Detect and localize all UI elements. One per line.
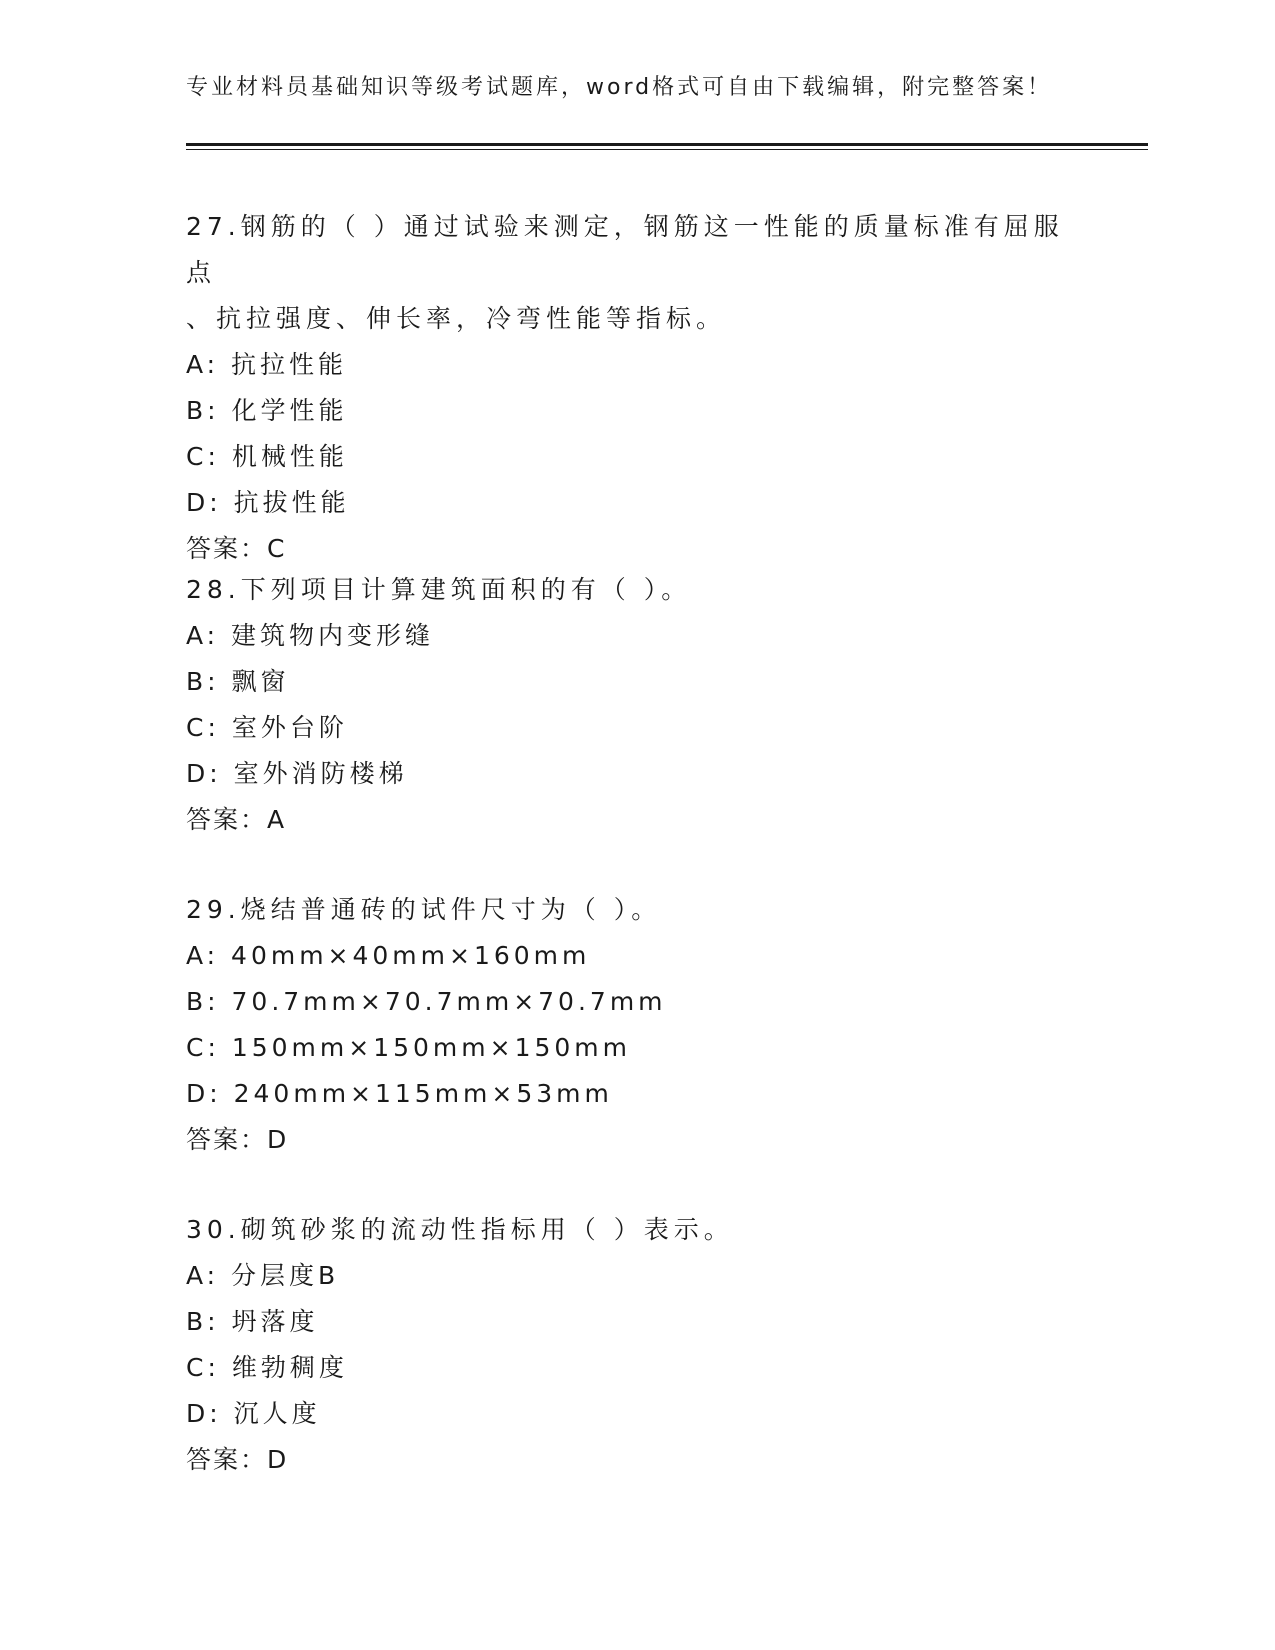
option-d: D: 室外消防楼梯 — [186, 759, 408, 788]
answer: 答案：D — [186, 1445, 289, 1474]
option-a: A: 分层度B — [186, 1261, 340, 1290]
question-29 — [186, 887, 1086, 1163]
header-divider-thick — [186, 143, 1148, 146]
option-c: C: 维勃稠度 — [186, 1353, 348, 1382]
option-b: B: 70.7mm×70.7mm×70.7mm — [186, 987, 667, 1016]
option-d: D: 沉人度 — [186, 1399, 321, 1428]
question-30 — [186, 1207, 1086, 1483]
option-a: A: 建筑物内变形缝 — [186, 621, 435, 650]
option-a: A: 40mm×40mm×160mm — [186, 941, 591, 970]
option-c: C: 机械性能 — [186, 442, 348, 471]
page-header: 专业材料员基础知识等级考试题库，word格式可自由下载编辑，附完整答案！ — [186, 75, 1053, 100]
option-d: D: 240mm×115mm×53mm — [186, 1079, 613, 1108]
question-stem-continued: 、抗拉强度、伸长率，冷弯性能等指标。 — [186, 304, 727, 333]
option-b: B: 坍落度 — [186, 1307, 319, 1336]
header-divider-thin — [186, 149, 1148, 150]
option-d: D: 抗拔性能 — [186, 488, 350, 517]
option-c: C: 室外台阶 — [186, 713, 348, 742]
question-stem: 30.砌筑砂浆的流动性指标用（ ）表示。 — [186, 1215, 734, 1244]
option-c: C: 150mm×150mm×150mm — [186, 1033, 631, 1062]
question-stem: 27.钢筋的（ ）通过试验来测定，钢筋这一性能的质量标准有屈服点 — [186, 212, 1064, 287]
answer: 答案：D — [186, 1125, 289, 1154]
question-stem: 29.烧结普通砖的试件尺寸为（ ）。 — [186, 895, 662, 924]
option-a: A: 抗拉性能 — [186, 350, 348, 379]
option-b: B: 飘窗 — [186, 667, 290, 696]
question-28 — [186, 567, 1086, 843]
question-stem: 28.下列项目计算建筑面积的有（ ）。 — [186, 575, 692, 604]
answer: 答案：A — [186, 805, 287, 834]
option-b: B: 化学性能 — [186, 396, 348, 425]
answer: 答案：C — [186, 534, 287, 563]
question-27 — [186, 204, 1086, 572]
